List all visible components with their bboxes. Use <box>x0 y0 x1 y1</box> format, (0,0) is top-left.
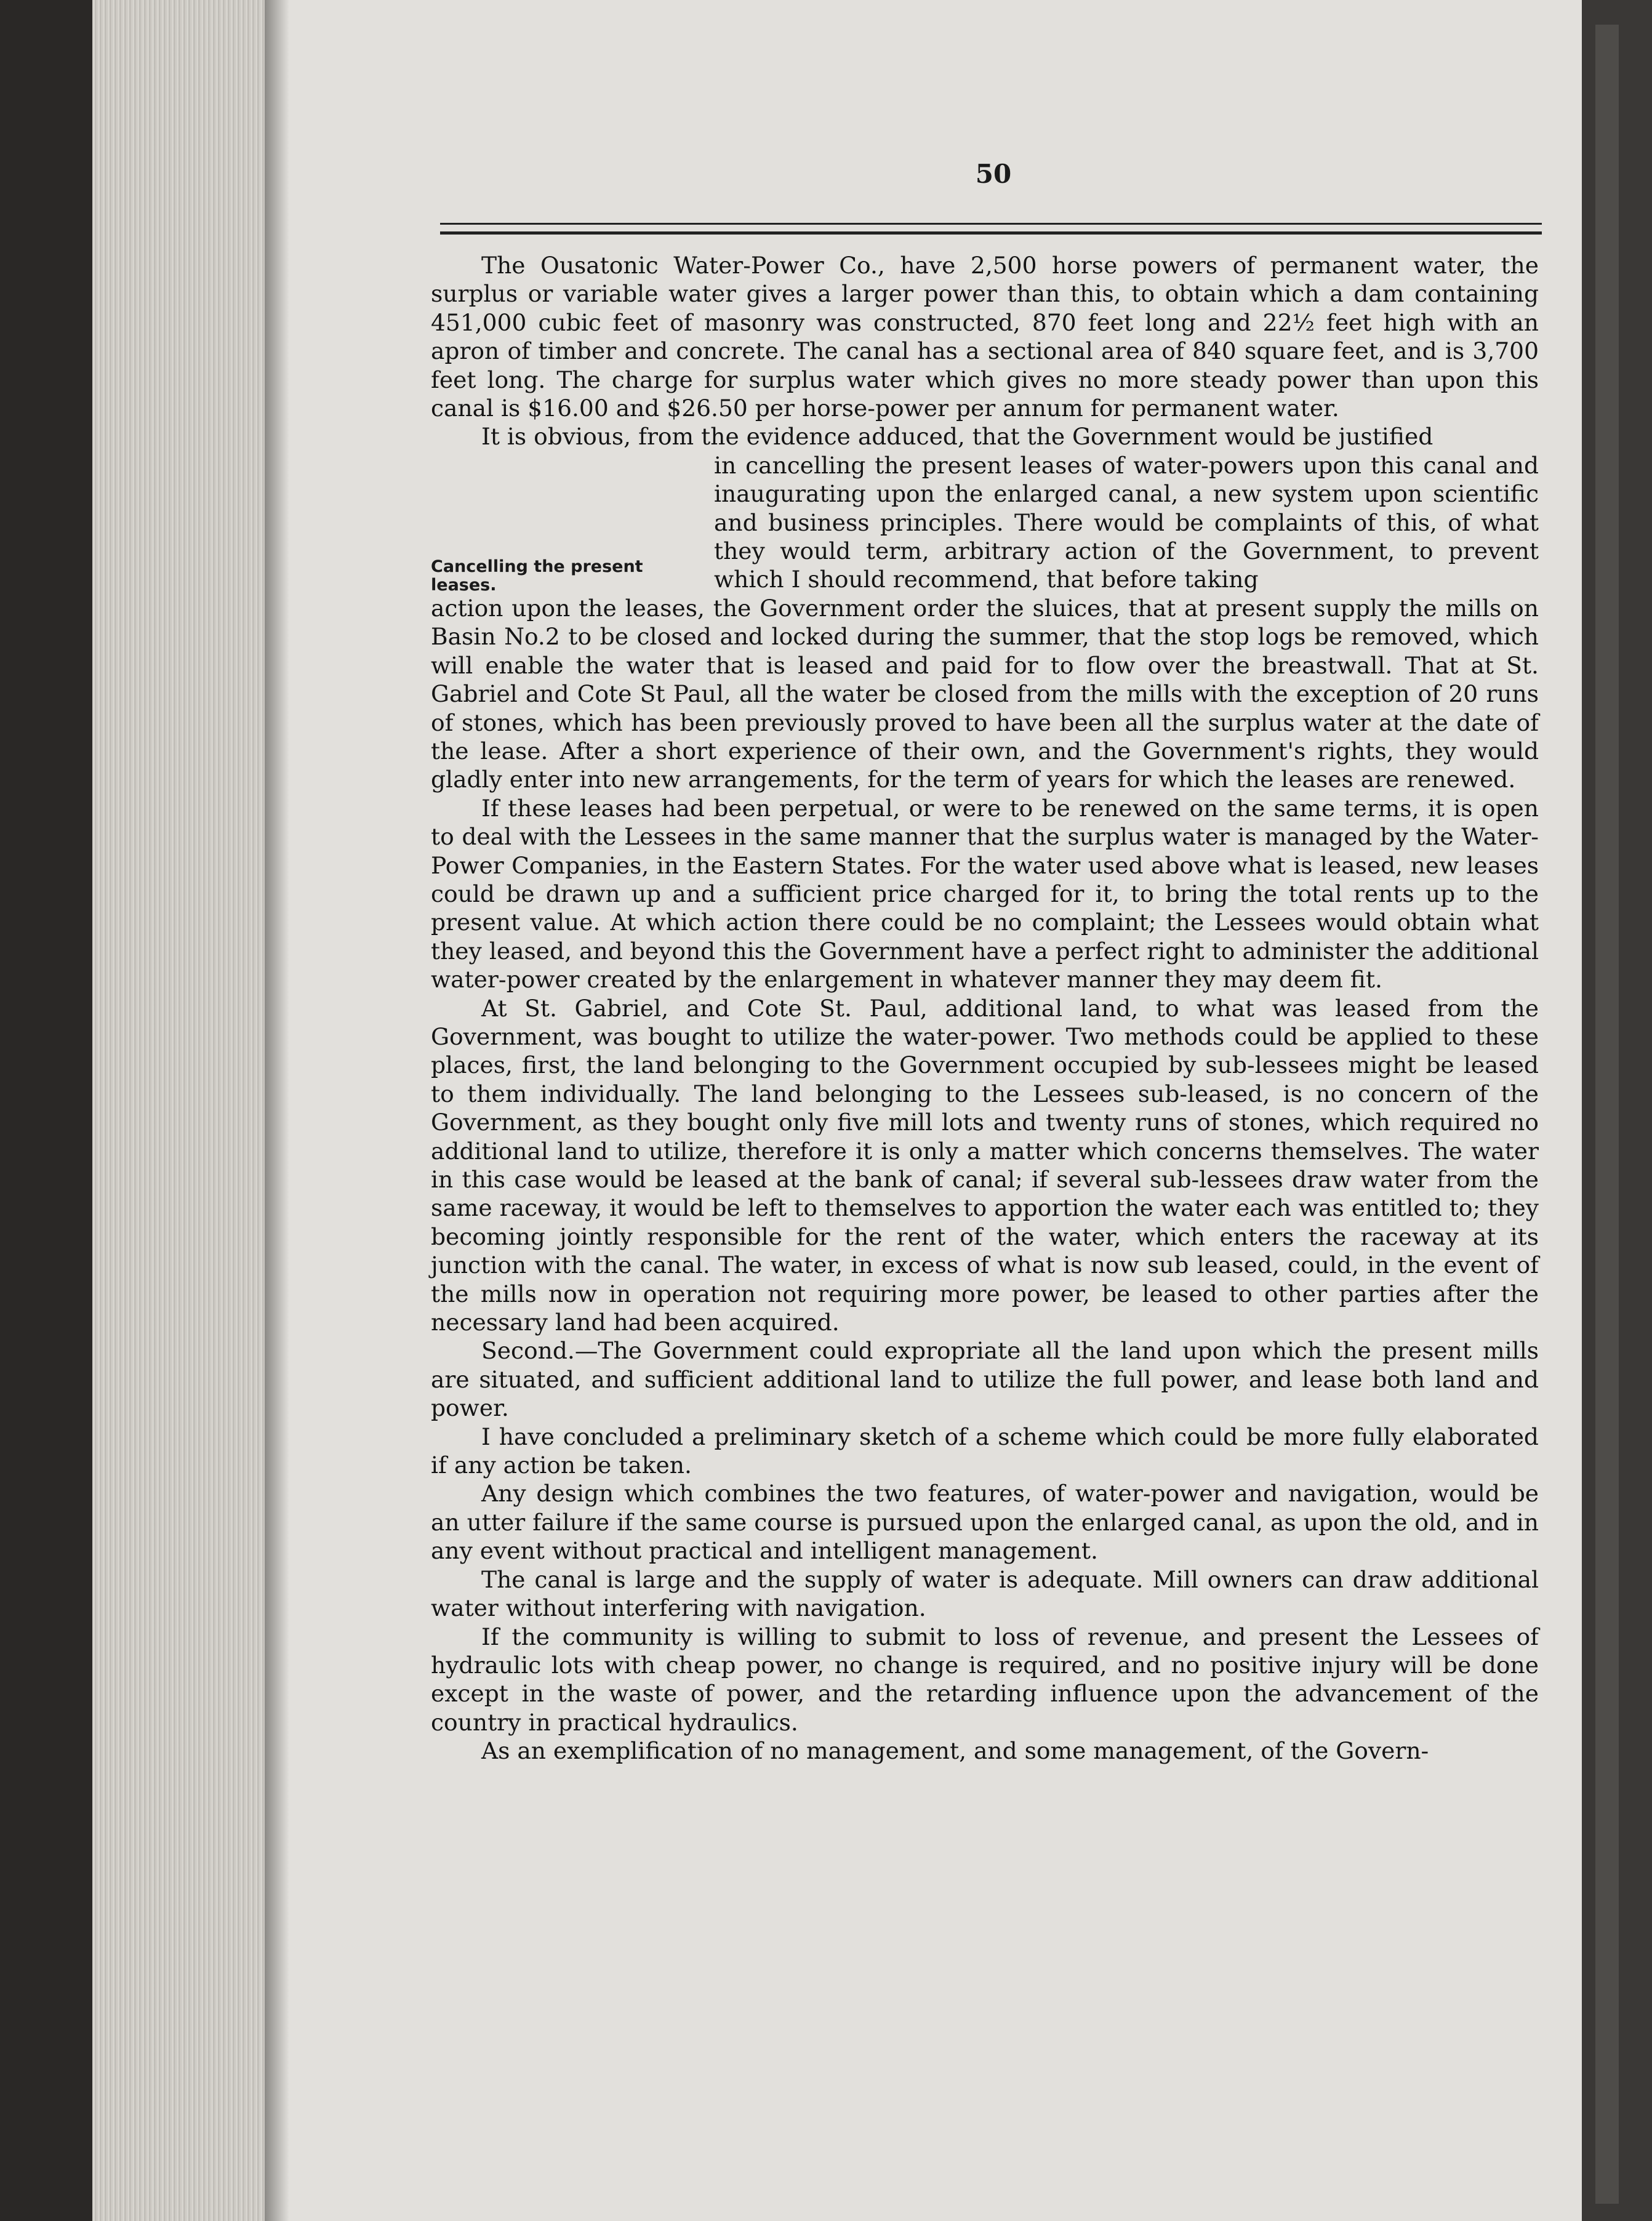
paragraph: If these leases had been perpetual, or were to be renewed on the same terms, it is open to deal with the Lessees in the same manner that the surplus water is managed by the Water-Power Companies, in the Eastern States. For the water used above what is leased, new leases could be drawn up and a sufficient price charged for it, to bring the total rents up to the present value. At which action there could be no complaint; the Lessees would obtain what they leased, and beyond this the Government have a perfect right to administer the additional water-power created by the enlargement in whatever manner they may deem fit. <box>431 794 1539 994</box>
page-number: 50 <box>975 159 1012 189</box>
header-rule-thick <box>440 231 1542 235</box>
margin-note: Cancelling the present leases. <box>431 557 643 595</box>
body-text <box>431 251 1539 1765</box>
book-page-edges <box>92 0 271 2221</box>
paragraph: At St. Gabriel, and Cote St. Paul, additional land, to what was leased from the Government, was bought to utilize the water-power. Two methods could be applied to these places, first, the land belonging to the Government occupied by sub-lessees might be leased to them individually. The land belonging to the Lessees sub-leased, is no concern of the Government, as they bought only five mill lots and twenty runs of stones, which required no additional land to utilize, therefore it is only a matter which concerns themselves. The water in this case would be leased at the bank of canal; if several sub-lessees draw water from the same raceway, it would be left to themselves to apportion the water each was entitled to; they becoming jointly responsible for the rent of the water, which enters the raceway at its junction with the canal. The water, in excess of what is now sub leased, could, in the event of the mills now in operation not requiring more power, be leased to other parties after the necessary land had been acquired. <box>431 994 1539 1336</box>
header-rule-thin <box>440 223 1542 225</box>
scan-border-bar <box>1595 25 1619 2204</box>
paragraph: The canal is large and the supply of water is adequate. Mill owners can draw additional water without interfering with navigation. <box>431 1565 1539 1622</box>
paragraph-continuation: action upon the leases, the Government order the sluices, that at present supply the mills on Basin No.2 to be closed and locked during the summer, that the stop logs be removed, which will enable the water that is leased and paid for to flow over the breastwall. That at St. Gabriel and Cote St Paul, all the water be closed from the mills with the exception of 20 runs of stones, which has been previously proved to have been all the surplus water at the date of the lease. After a short experience of their own, and the Government's rights, they would gladly enter into new arrangements, for the term of years for which the leases are renewed. <box>431 594 1539 793</box>
paragraph: Any design which combines the two features, of water-power and navigation, would be an utter failure if the same course is pursued upon the enlarged canal, as upon the old, and in any event without practical and intelligent management. <box>431 1480 1539 1565</box>
paragraph-beside-margin-note: in cancelling the present leases of water-powers upon this canal and inaugurating upon the enlarged canal, a new system upon scientific and business principles. There would be complaints of this, of what they would term, arbitrary action of the Government, to prevent which I should recommend, that before taking <box>714 451 1539 593</box>
paragraph: As an exemplification of no management, and some management, of the Govern- <box>481 1737 1429 1765</box>
paragraph: If the community is willing to submit to loss of revenue, and present the Lessees of hydraulic lots with cheap power, no change is required, and no positive injury will be done except in the waste of power, and the retarding influence upon the advancement of the country in practical hydraulics. <box>431 1623 1539 1736</box>
paragraph: It is obvious, from the evidence adduced, that the Government would be justified <box>481 423 1433 451</box>
binding-shadow <box>265 0 289 2221</box>
paragraph: I have concluded a preliminary sketch of a scheme which could be more fully elaborated if any action be taken. <box>431 1423 1539 1479</box>
paragraph: Second.—The Government could expropriate all the land upon which the present mills are situated, and sufficient additional land to utilize the full power, and lease both land and power. <box>431 1337 1539 1422</box>
paragraph: The Ousatonic Water-Power Co., have 2,500 horse powers of permanent water, the surplus or variable water gives a larger power than this, to obtain which a dam containing 451,000 cubic feet of masonry was constructed, 870 feet long and 22½ feet high with an apron of timber and concrete. The canal has a sectional area of 840 square feet, and is 3,700 feet long. The charge for surplus water which gives no more steady power than upon this canal is $16.00 and $26.50 per horse-power per annum for permanent water. <box>431 252 1539 422</box>
